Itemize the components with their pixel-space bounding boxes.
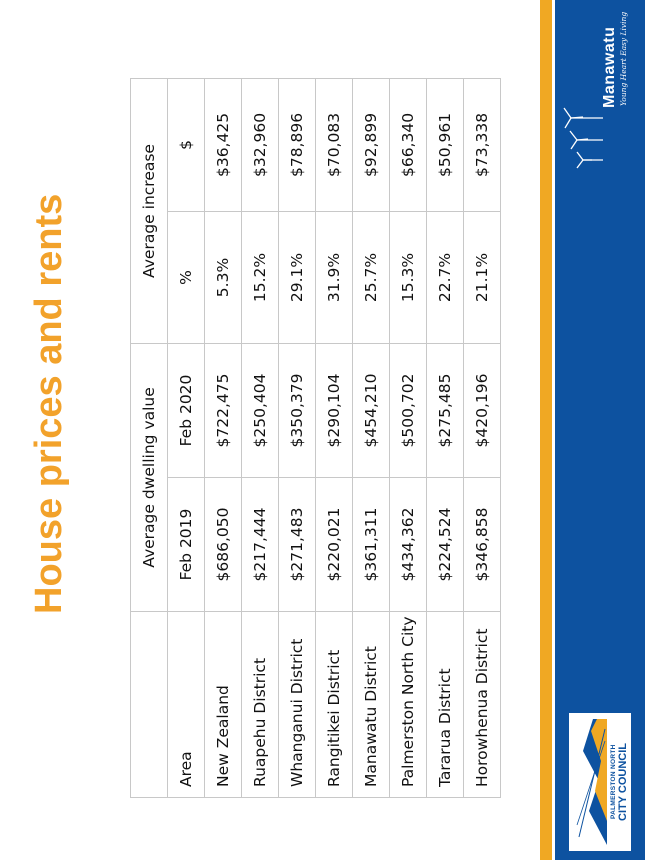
increase-dollar-cell: $78,896 — [279, 78, 316, 211]
feb-2019-cell: $224,524 — [427, 478, 464, 612]
area-cell: Palmerston North City — [390, 612, 427, 798]
increase-dollar-cell: $50,961 — [427, 78, 464, 211]
increase-dollar-cell: $66,340 — [390, 78, 427, 211]
slide-title: House prices and rents — [28, 193, 70, 614]
area-cell: Rangitikei District — [316, 612, 353, 798]
pncc-logo-line2: CITY COUNCIL — [617, 742, 629, 821]
feb-2019-cell: $434,362 — [390, 478, 427, 612]
feb-2020-cell: $275,485 — [427, 343, 464, 477]
table-row — [279, 78, 316, 797]
feb-2019-cell: $271,483 — [279, 478, 316, 612]
feb-2019-cell: $361,311 — [353, 478, 390, 612]
increase-percent-cell: 15.2% — [242, 211, 279, 343]
area-cell: Whanganui District — [279, 612, 316, 798]
feb-2019-cell: $346,858 — [464, 478, 501, 612]
increase-percent-cell: 31.9% — [316, 211, 353, 343]
footer-yellow-stripe — [540, 0, 552, 860]
increase-percent-cell: 15.3% — [390, 211, 427, 343]
column-header-feb-2020: Feb 2020 — [168, 343, 205, 477]
column-header-area: Area — [168, 612, 205, 798]
pncc-landscape-icon — [569, 713, 609, 851]
feb-2020-cell: $500,702 — [390, 343, 427, 477]
feb-2020-cell: $250,404 — [242, 343, 279, 477]
increase-dollar-cell: $92,899 — [353, 78, 390, 211]
area-cell: Ruapehu District — [242, 612, 279, 798]
manawatu-logo-tagline: Young Heart Easy Living — [619, 11, 628, 106]
table-row — [427, 78, 464, 797]
area-cell: Horowhenua District — [464, 612, 501, 798]
house-prices-table — [130, 78, 501, 798]
increase-dollar-cell: $32,960 — [242, 78, 279, 211]
group-header-dwelling-value: Average dwelling value — [131, 343, 168, 611]
column-header-dollar: $ — [168, 78, 205, 211]
column-header-percent: % — [168, 211, 205, 343]
increase-percent-cell: 29.1% — [279, 211, 316, 343]
table-row — [464, 78, 501, 797]
manawatu-logo — [563, 5, 641, 170]
increase-dollar-cell: $73,338 — [464, 78, 501, 211]
palmerston-north-city-council-logo — [568, 712, 632, 852]
column-header-feb-2019: Feb 2019 — [168, 478, 205, 612]
increase-dollar-cell: $70,083 — [316, 78, 353, 211]
feb-2020-cell: $420,196 — [464, 343, 501, 477]
pncc-logo-line1: PALMERSTON NORTH — [610, 744, 617, 819]
area-cell: Manawatu District — [353, 612, 390, 798]
empty-header-cell — [131, 612, 168, 798]
increase-percent-cell: 22.7% — [427, 211, 464, 343]
manawatu-logo-name: Manawatu — [601, 26, 618, 108]
table-column-header-row — [168, 78, 205, 797]
feb-2020-cell: $290,104 — [316, 343, 353, 477]
table-row — [316, 78, 353, 797]
increase-percent-cell: 5.3% — [205, 211, 242, 343]
table-row — [242, 78, 279, 797]
feb-2019-cell: $217,444 — [242, 478, 279, 612]
table-row — [353, 78, 390, 797]
table-group-header-row — [131, 78, 168, 797]
wind-turbines-icon — [563, 100, 603, 170]
feb-2019-cell: $220,021 — [316, 478, 353, 612]
increase-percent-cell: 21.1% — [464, 211, 501, 343]
table-row — [205, 78, 242, 797]
feb-2019-cell: $686,050 — [205, 478, 242, 612]
group-header-average-increase: Average increase — [131, 78, 168, 343]
area-cell: Tararua District — [427, 612, 464, 798]
increase-dollar-cell: $36,425 — [205, 78, 242, 211]
feb-2020-cell: $350,379 — [279, 343, 316, 477]
area-cell: New Zealand — [205, 612, 242, 798]
feb-2020-cell: $722,475 — [205, 343, 242, 477]
increase-percent-cell: 25.7% — [353, 211, 390, 343]
feb-2020-cell: $454,210 — [353, 343, 390, 477]
table-row — [390, 78, 427, 797]
